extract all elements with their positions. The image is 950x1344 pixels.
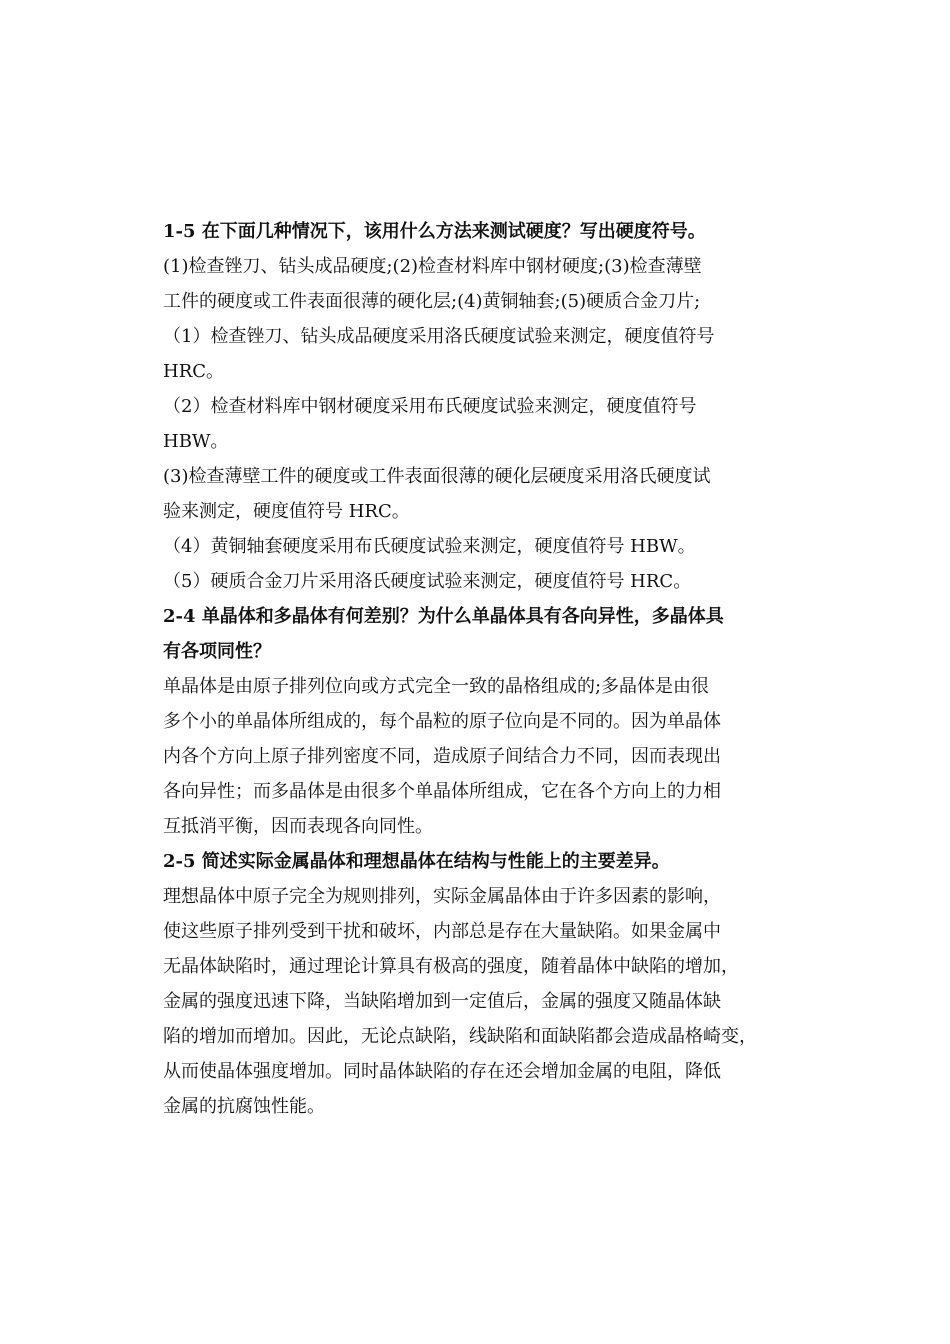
text-line: 无晶体缺陷时，通过理论计算具有极高的强度，随着晶体中缺陷的增加， [163, 956, 739, 977]
text-line: (3)检查薄壁工件的硬度或工件表面很薄的硬化层硬度采用洛氏硬度试 [163, 466, 711, 487]
text-line: 陷的增加而增加。因此，无论点缺陷，线缺陷和面缺陷都会造成晶格崎变， [163, 1026, 757, 1047]
text-line: HBW。 [163, 431, 229, 452]
question-1-5-heading [163, 214, 793, 249]
document-body [163, 214, 793, 1124]
text-line: （2）检查材料库中钢材硬度采用布氏硬度试验来测定，硬度值符号 [163, 396, 697, 417]
answer-2-5 [163, 879, 793, 1124]
answer-1-5-item-5 [163, 564, 793, 599]
text-line: 使这些原子排列受到干扰和破坏，内部总是存在大量缺陷。如果金属中 [163, 921, 721, 942]
text-line: 验来测定，硬度值符号 HRC。 [163, 501, 410, 522]
text-line: （1）检查锉刀、钻头成品硬度采用洛氏硬度试验来测定，硬度值符号 [163, 326, 715, 347]
text-line: （5）硬质合金刀片采用洛氏硬度试验来测定，硬度值符号 HRC。 [163, 571, 692, 592]
question-2-5-heading [163, 844, 793, 879]
answer-1-5-item-1 [163, 319, 793, 389]
text-line: 有各项同性？ [163, 641, 271, 662]
text-line: 理想晶体中原子完全为规则排列，实际金属晶体由于许多因素的影响， [163, 886, 721, 907]
question-2-4-heading [163, 599, 793, 669]
text-line: 多个小的单晶体所组成的，每个晶粒的原子位向是不同的。因为单晶体 [163, 711, 721, 732]
text-line: HRC。 [163, 361, 225, 382]
text-line: 从而使晶体强度增加。同时晶体缺陷的存在还会增加金属的电阻，降低 [163, 1061, 721, 1082]
text-line: 金属的强度迅速下降，当缺陷增加到一定值后，金属的强度又随晶体缺 [163, 991, 721, 1012]
text-line: 1-5 在下面几种情况下，该用什么方法来测试硬度？写出硬度符号。 [163, 221, 706, 242]
text-line: 内各个方向上原子排列密度不同，造成原子间结合力不同，因而表现出 [163, 746, 721, 767]
text-line: 2-4 单晶体和多晶体有何差别？为什么单晶体具有各向异性，多晶体具 [163, 606, 724, 627]
text-line: 金属的抗腐蚀性能。 [163, 1096, 325, 1117]
answer-1-5-item-2 [163, 389, 793, 459]
question-1-5-cases [163, 249, 793, 319]
text-line: 互抵消平衡，因而表现各向同性。 [163, 816, 433, 837]
text-line: 各向异性；而多晶体是由很多个单晶体所组成，它在各个方向上的力相 [163, 781, 721, 802]
text-line: 工件的硬度或工件表面很薄的硬化层;(4)黄铜轴套;(5)硬质合金刀片; [163, 291, 701, 312]
answer-1-5-item-3 [163, 459, 793, 529]
text-line: 单晶体是由原子排列位向或方式完全一致的晶格组成的;多晶体是由很 [163, 676, 710, 697]
answer-2-4 [163, 669, 793, 844]
answer-1-5-item-4 [163, 529, 793, 564]
text-line: (1)检查锉刀、钻头成品硬度;(2)检查材料库中钢材硬度;(3)检查薄壁 [163, 256, 702, 277]
text-line: 2-5 简述实际金属晶体和理想晶体在结构与性能上的主要差异。 [163, 851, 670, 872]
text-line: （4）黄铜轴套硬度采用布氏硬度试验来测定，硬度值符号 HBW。 [163, 536, 696, 557]
